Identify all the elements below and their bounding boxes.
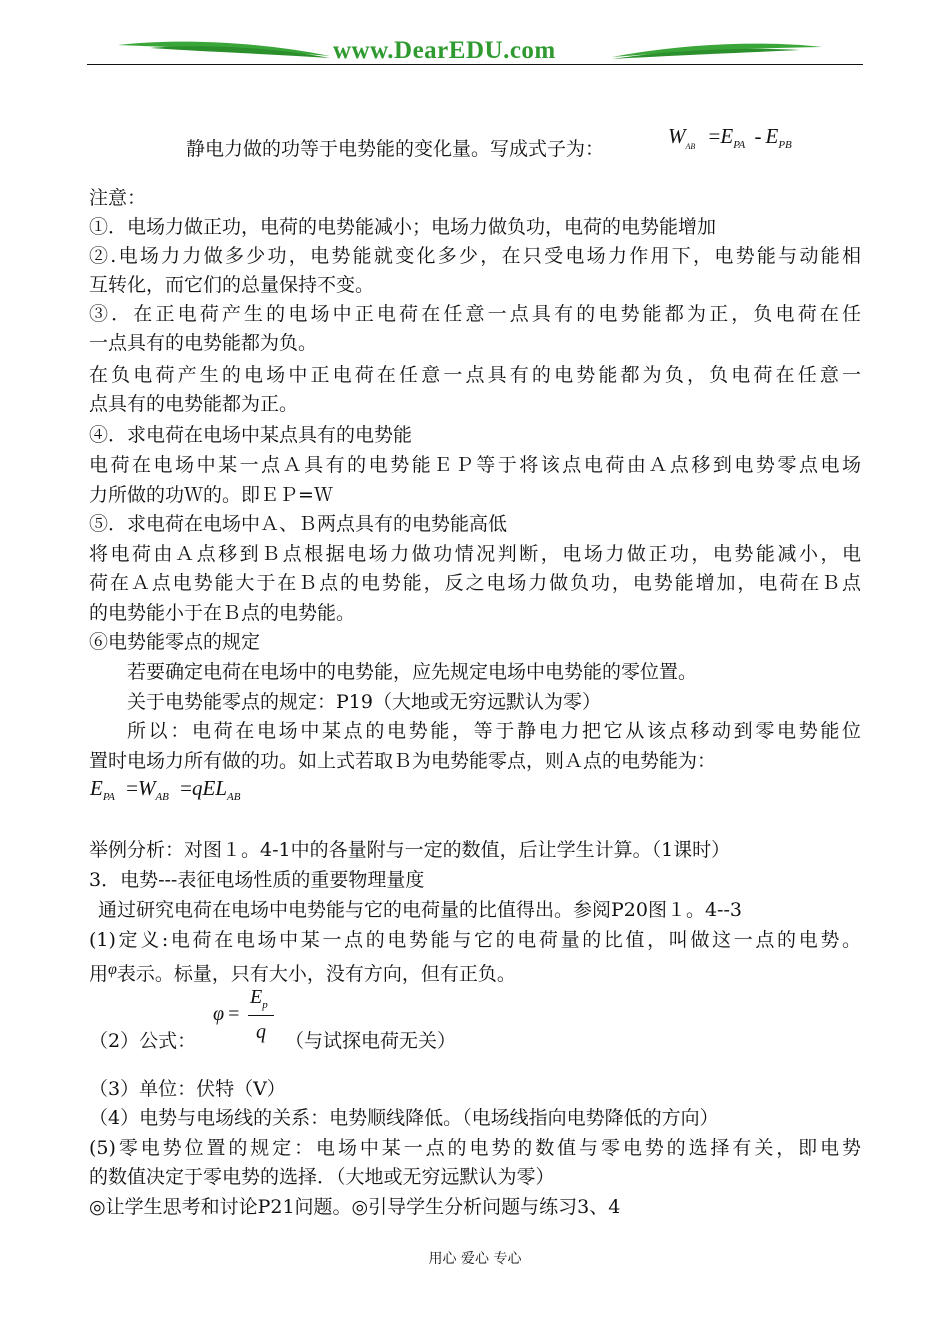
para-7: 举例分析：对图１。4-1中的各量附与一定的数值，后让学生计算。（1课时）: [89, 839, 731, 861]
para-14: ◎让学生思考和讨论P21问题。◎引导学生分析问题与练习3、4: [89, 1196, 621, 1218]
para-5b: 荷在Ａ点电势能大于在Ｂ点的电势能，反之电场力做负功，电势能增加，电荷在Ｂ点: [89, 572, 861, 594]
page-header: [0, 0, 950, 70]
para-13b: 的数值决定于零电势的选择．（大地或无穷远默认为零）: [89, 1166, 555, 1188]
para-4a: 电荷在电场中某一点Ａ具有的电势能ＥＰ等于将该点电荷由Ａ点移到电势零点电场: [89, 454, 861, 476]
para-2b: 互转化，而它们的总量保持不变。: [89, 274, 375, 296]
intro-formula: $W_{AB} =E_{PA} - E_{PB}$: [668, 124, 792, 151]
para-6a: 若要确定电荷在电场中的电势能，应先规定电场中电势能的零位置。: [127, 661, 698, 683]
para-6c: 所以：电荷在电场中某点的电势能，等于静电力把它从该点移动到零电势能位: [127, 720, 861, 742]
para-6d: 置时电场力所有做的功。如上式若取Ｂ为电势能零点，则Ａ点的电势能为：: [89, 750, 717, 772]
fraction-bar: [248, 1015, 274, 1016]
note-title: 注意：: [89, 187, 147, 209]
para-4: ④．求电荷在电场中某点具有的电势能: [89, 424, 413, 446]
phi-formula-lhs: φ =: [213, 1003, 240, 1025]
para-5a: 将电荷由Ａ点移到Ｂ点根据电场力做功情况判断，电场力做正功，电势能减小，电: [89, 543, 861, 565]
header-rule: [87, 64, 863, 65]
para-1: ①．电场力做正功，电荷的电势能减小；电场力做负功，电荷的电势能增加: [89, 216, 717, 238]
para-2a: ②.电场力力做多少功，电势能就变化多少，在只受电场力作用下，电势能与动能相: [89, 245, 861, 267]
phi-symbol: φ: [108, 961, 117, 978]
para-5c: 的电势能小于在Ｂ点的电势能。: [89, 602, 356, 624]
para-3c: 在负电荷产生的电场中正电荷在任意一点具有的电势能都为负，负电荷在任意一: [89, 364, 861, 386]
para-10b: 用$^\varphi$表示。标量，只有大小，没有方向，但有正负。: [89, 961, 516, 985]
para-8: 3．电势---表征电场性质的重要物理量度: [89, 869, 425, 891]
para-9: 通过研究电荷在电场中电势能与它的电荷量的比值得出。参阅P20图１。4--3: [98, 899, 742, 921]
para-6: ⑥电势能零点的规定: [89, 631, 261, 653]
para-3d: 点具有的电势能都为正。: [89, 393, 299, 415]
para-11: （3）单位：伏特（V）: [89, 1078, 286, 1100]
para-5: ⑤．求电荷在电场中Ａ、Ｂ两点具有的电势能高低: [89, 513, 508, 535]
para-10a: (1)定义:电荷在电场中某一点的电势能与它的电荷量的比值，叫做这一点的电势。: [89, 929, 861, 951]
potential-energy-equation: $E_{PA} =W_{AB} =qEL_{AB}$: [90, 776, 241, 803]
phi-formula-numerator: $E_p$: [250, 986, 268, 1011]
site-brand: www.DearEDU.com: [333, 37, 556, 64]
formula-label: （2）公式：: [89, 1030, 197, 1052]
para-4b: 力所做的功Ｗ的。即ＥＰ=Ｗ: [89, 484, 333, 506]
formula-note: （与试探电荷无关）: [285, 1030, 457, 1052]
intro-text: 静电力做的功等于电势能的变化量。写成式子为：: [186, 138, 605, 160]
page-footer: 用心 爱心 专心: [428, 1251, 522, 1267]
para-12: （4）电势与电场线的关系：电势顺线降低。（电场线指向电势降低的方向）: [89, 1107, 719, 1129]
para-3a: ③．在正电荷产生的电场中正电荷在任意一点具有的电势能都为正，负电荷在任: [89, 303, 861, 325]
phi-formula-denominator: q: [256, 1021, 266, 1043]
para-3b: 一点具有的电势能都为负。: [89, 332, 318, 354]
para-13a: (5)零电势位置的规定：电场中某一点的电势的数值与零电势的选择有关，即电势: [89, 1137, 861, 1159]
para-6b: 关于电势能零点的规定：P19（大地或无穷远默认为零）: [127, 691, 601, 713]
